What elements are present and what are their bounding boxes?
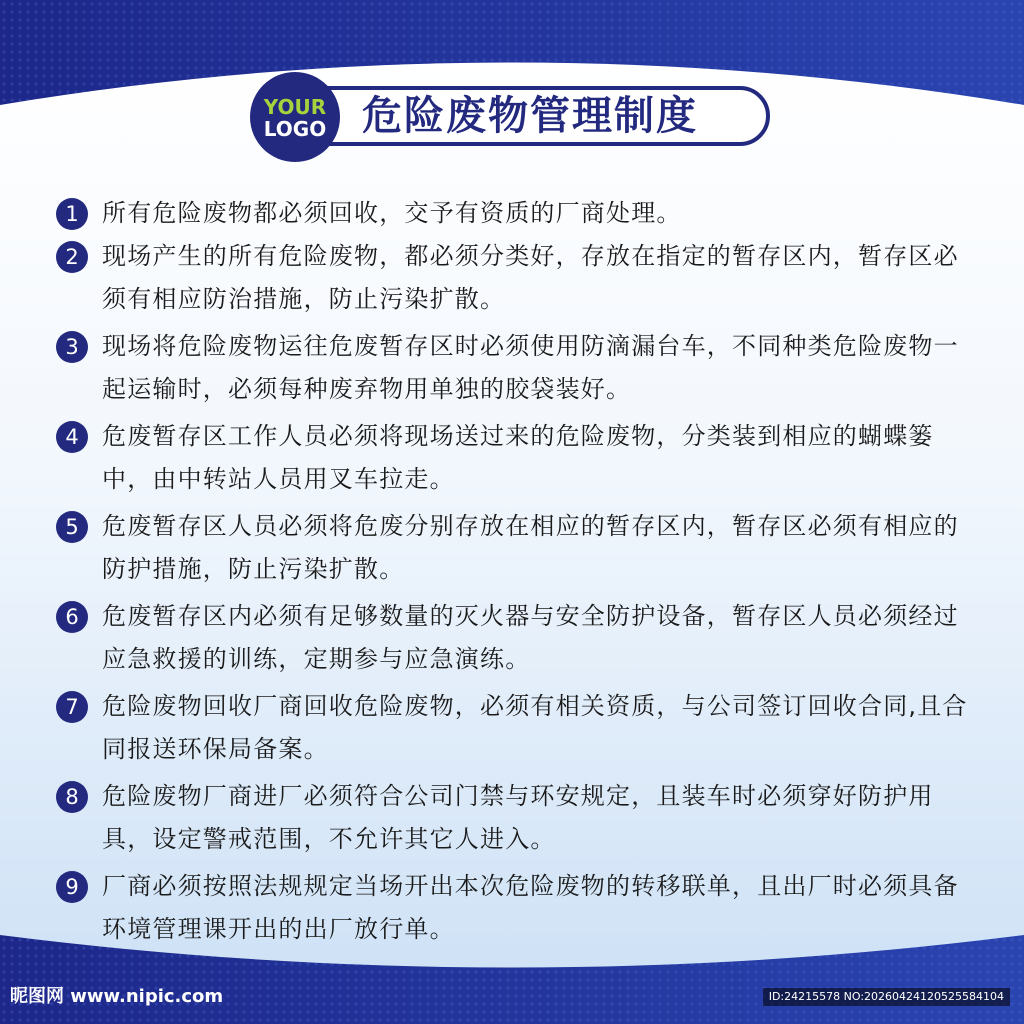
site-watermark: 昵图网 www.nipic.com: [10, 986, 224, 1007]
rule-number-badge: 3: [56, 331, 88, 363]
rule-text: 现场产生的所有危险废物，都必须分类好，存放在指定的暂存区内，暂存区必须有相应防治措施，防止污染扩散。: [102, 242, 959, 313]
rule-number-badge: 9: [56, 871, 88, 903]
logo: [250, 72, 340, 162]
rule-item: [56, 505, 976, 591]
rule-item: [56, 685, 976, 771]
rule-number-badge: 1: [56, 198, 88, 230]
rule-number-badge: 4: [56, 421, 88, 453]
logo-line-2: LOGO: [263, 117, 327, 141]
rule-text: 危废暂存区内必须有足够数量的灭火器与安全防护设备，暂存区人员必须经过应急救援的训练，定期参与应急演练。: [102, 602, 959, 673]
rule-text: 危废暂存区工作人员必须将现场送过来的危险废物，分类装到相应的蝴蝶篓中，由中转站人员用叉车拉走。: [102, 422, 934, 493]
page-title: 危险废物管理制度: [362, 93, 698, 139]
rule-item: [56, 775, 976, 861]
rule-number-badge: 7: [56, 691, 88, 723]
rule-text: 危险废物回收厂商回收危险废物，必须有相关资质，与公司签订回收合同,且合同报送环保局备案。: [102, 692, 968, 763]
rule-item: [56, 865, 976, 951]
rules-list: [56, 192, 976, 955]
rule-number-badge: 8: [56, 781, 88, 813]
rule-number-badge: 5: [56, 511, 88, 543]
rule-item: [56, 595, 976, 681]
logo-line-1: YOUR: [263, 95, 327, 119]
header: [250, 72, 780, 160]
rule-item: [56, 325, 976, 411]
rule-text: 所有危险废物都必须回收，交予有资质的厂商处理。: [102, 199, 682, 227]
rule-item: [56, 192, 976, 235]
image-id-label: ID:24215578 NO:20260424120525584104: [763, 988, 1010, 1006]
rule-text: 厂商必须按照法规规定当场开出本次危险废物的转移联单，且出厂时必须具备环境管理课开出的出厂放行单。: [102, 872, 959, 943]
rule-number-badge: 6: [56, 601, 88, 633]
rule-text: 危险废物厂商进厂必须符合公司门禁与环安规定，且装车时必须穿好防护用具，设定警戒范围，不允许其它人进入。: [102, 782, 934, 853]
rule-text: 危废暂存区人员必须将危废分别存放在相应的暂存区内，暂存区必须有相应的防护措施，防止污染扩散。: [102, 512, 959, 583]
rule-text: 现场将危险废物运往危废暂存区时必须使用防滴漏台车，不同种类危险废物一起运输时，必须每种废弃物用单独的胶袋装好。: [102, 332, 959, 403]
rule-number-badge: 2: [56, 241, 88, 273]
rule-item: [56, 415, 976, 501]
rule-item: [56, 235, 976, 321]
